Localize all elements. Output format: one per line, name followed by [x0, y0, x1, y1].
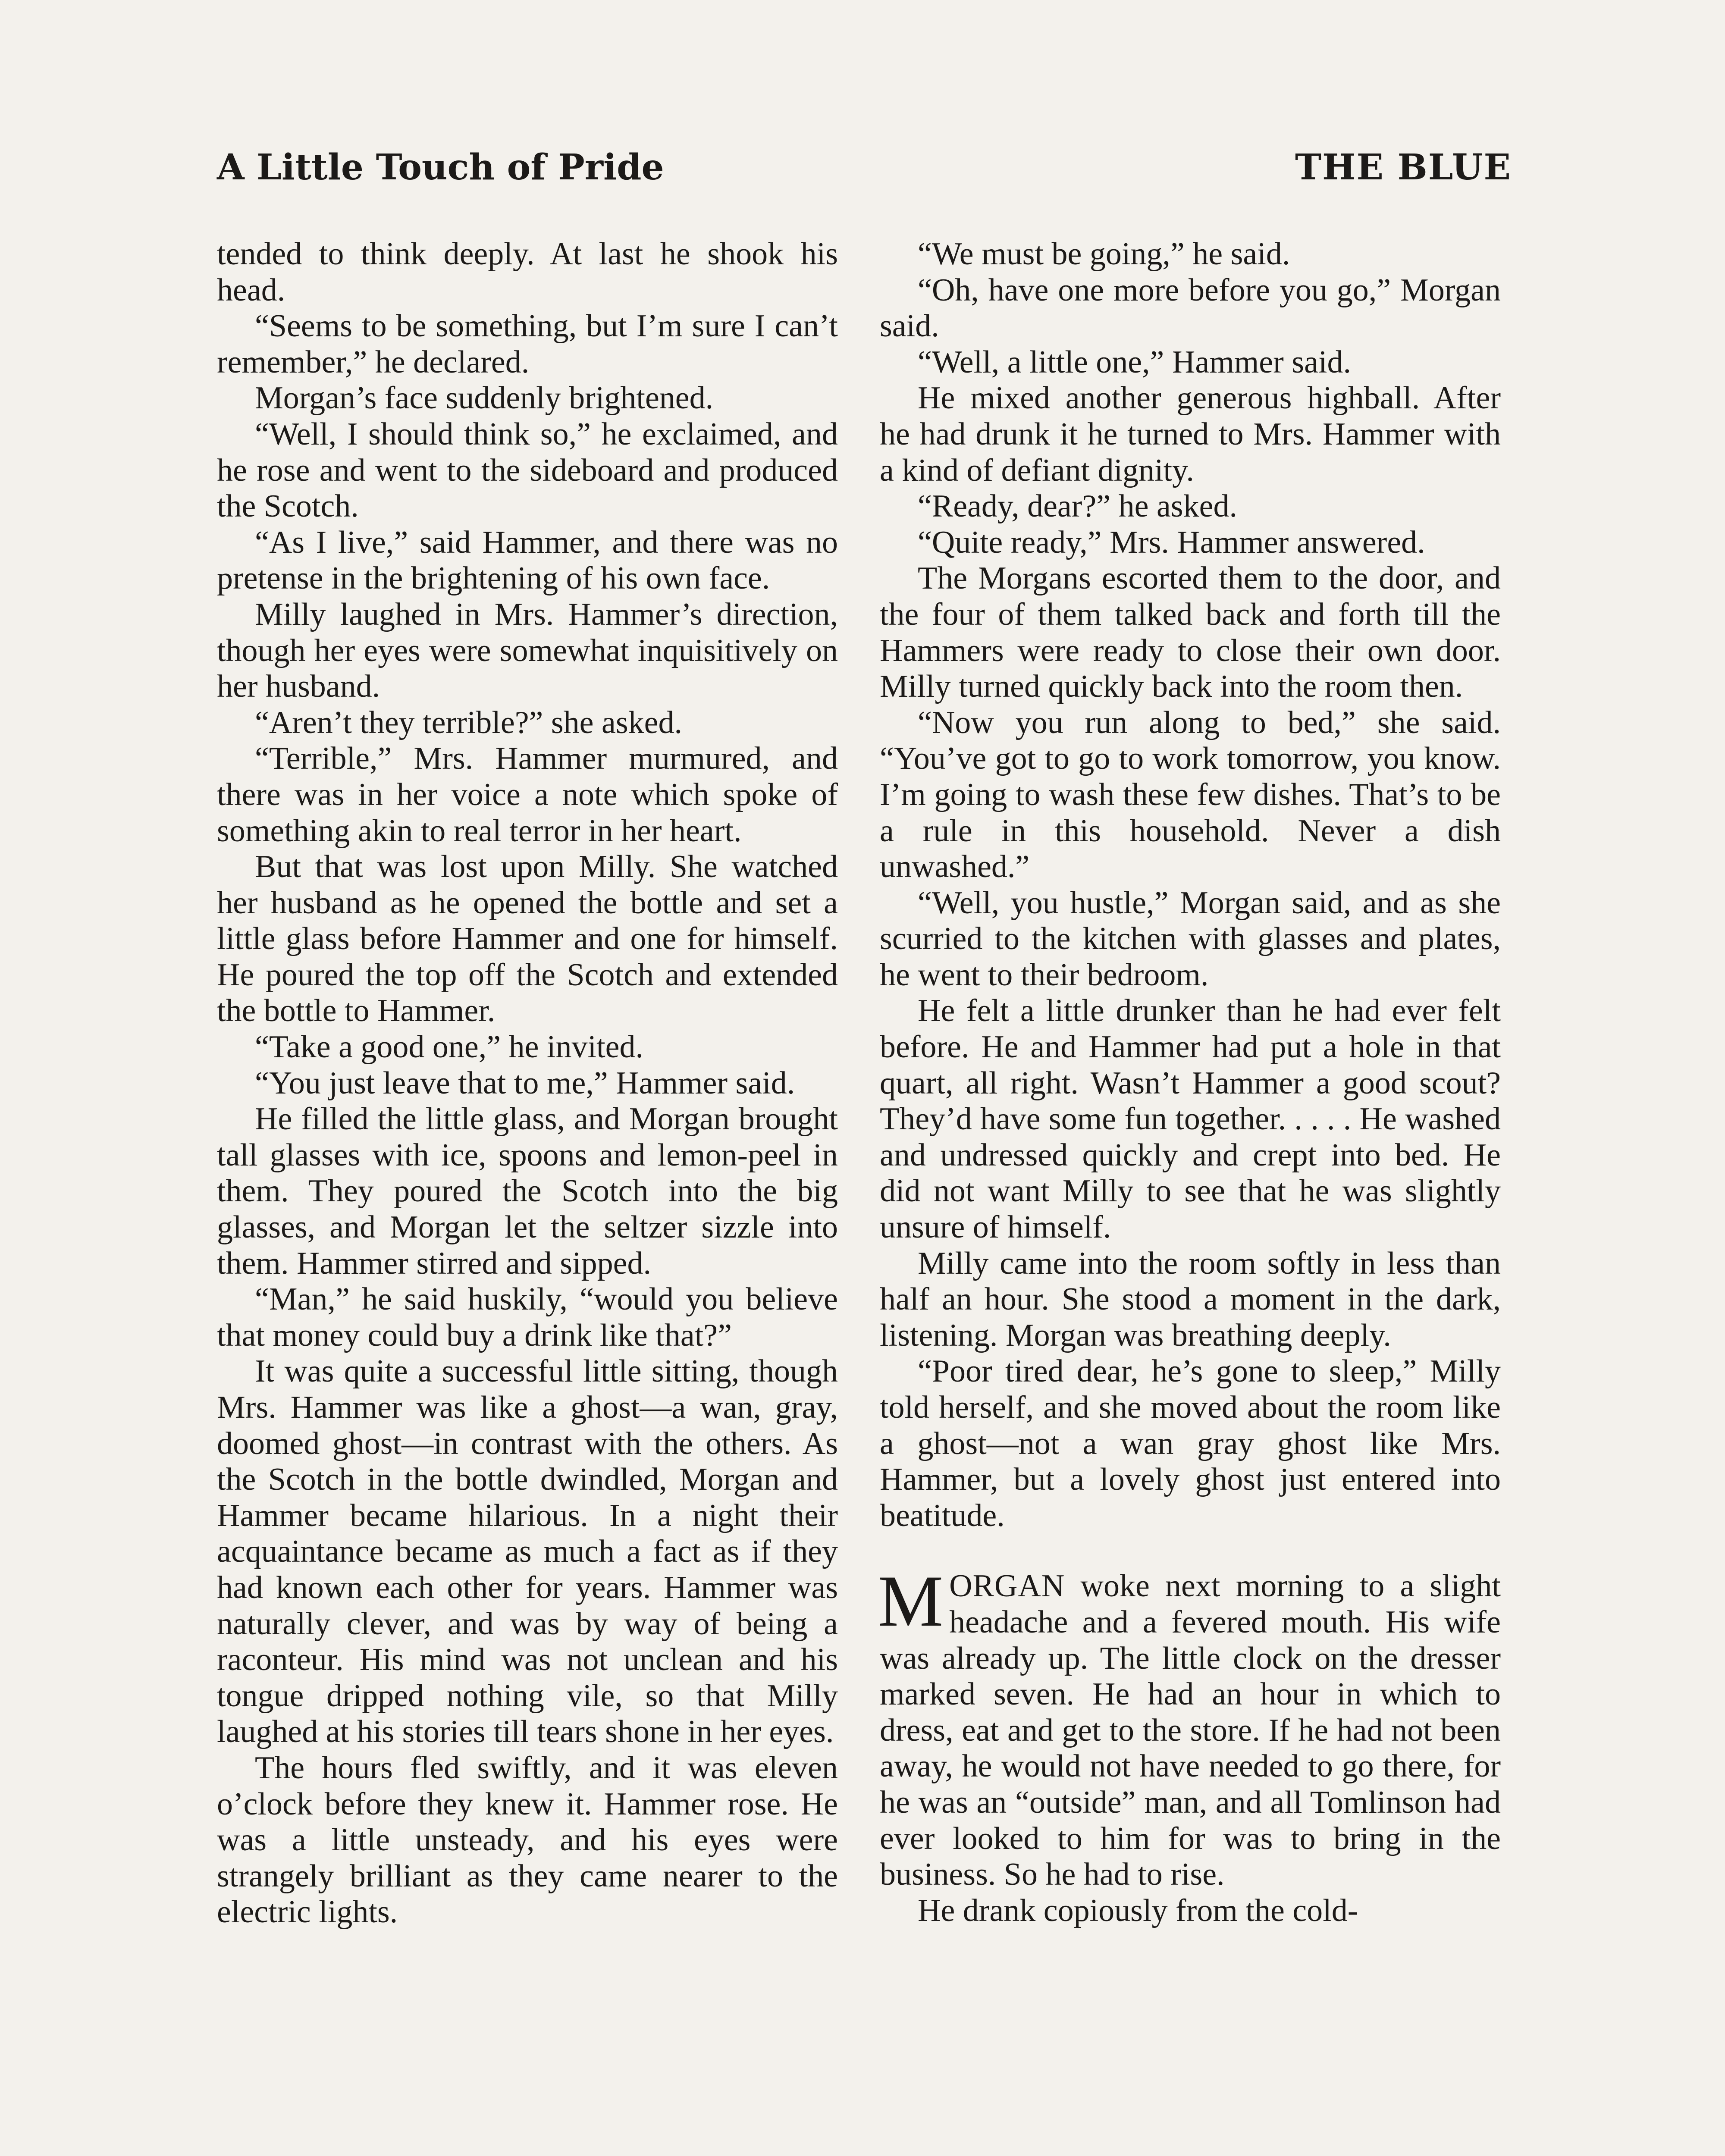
paragraph: Milly came into the room softly in less than half an hour. She stood a moment in the dark, listening. Morgan was breathing deeply. — [880, 1245, 1501, 1353]
paragraph: “Aren’t they terrible?” she asked. — [255, 705, 683, 740]
paragraph: tended to think deeply. At last he shook his head. — [217, 236, 838, 308]
paragraph: “Poor tired dear, he’s gone to sleep,” Milly told herself, and she moved about the room like a ghost—not a wan gray ghost like Mrs. Hammer, but a lovely ghost just entered into beatitude. — [880, 1354, 1501, 1533]
paragraph: But that was lost upon Milly. She watched her husband as he opened the bottle and set a little glass before Hammer and one for himself. He poured the top off the Scotch and extended the bottle to Hammer. — [217, 849, 838, 1029]
section-opening-paragraph — [878, 1561, 1501, 1893]
paragraph-text: woke next morning to a slight headache and a fevered mouth. His wife was already up. The little clock on the dresser marked seven. He had an hour in which to dress, eat and get to the store. If he had not been away, he would not have needed to go there, for he was an “outside” man, and all Tomlinson had ever looked to him for was to bring in the business. So he had to rise. — [880, 1568, 1501, 1893]
paragraph: He mixed another generous highball. After he had drunk it he turned to Mrs. Hammer with a kind of defiant dignity. — [880, 380, 1501, 488]
paragraph: “Quite ready,” Mrs. Hammer answered. — [918, 524, 1425, 560]
paragraph: He drank copiously from the cold- — [918, 1893, 1358, 1928]
paragraph: “Well, you hustle,” Morgan said, and as she scurried to the kitchen with glasses and plates, he went to their bedroom. — [880, 885, 1501, 993]
paragraph: The hours fled swiftly, and it was eleven o’clock before they knew it. Hammer rose. He was a little unsteady, and his eyes were strangely brilliant as they came nearer to the electric lights. — [217, 1750, 838, 1930]
paragraph: “Man,” he said huskily, “would you believe that money could buy a drink like that?” — [217, 1282, 838, 1353]
paragraph: He filled the little glass, and Morgan brought tall glasses with ice, spoons and lemon-peel in them. They poured the Scotch into the big glasses, and Morgan let the seltzer sizzle into them. Hammer stirred and sipped. — [217, 1101, 838, 1281]
right-column — [880, 236, 1501, 1929]
magazine-name: THE BLUE — [1295, 147, 1512, 188]
left-column — [217, 236, 838, 1930]
paragraph: Morgan’s face suddenly brightened. — [255, 380, 714, 416]
paragraph: “As I live,” said Hammer, and there was no pretense in the brightening of his own face. — [217, 524, 838, 596]
paragraph: He felt a little drunker than he had ever felt before. He and Hammer had put a hole in that quart, all right. Wasn’t Hammer a good scout? They’d have some fun together. . . . . He washed and undressed quickly and crept into bed. He did not want Milly to see that he was slightly unsure of himself. — [880, 993, 1501, 1245]
paragraph: “Seems to be something, but I’m sure I can’t remember,” he declared. — [217, 308, 838, 380]
drop-cap: M — [878, 1561, 944, 1642]
small-caps-lead: ORGAN — [949, 1568, 1065, 1604]
paragraph: The Morgans escorted them to the door, and the four of them talked back and forth till the Hammers were ready to close their own door. Milly turned quickly back into the room then. — [880, 561, 1501, 705]
paragraph: “Well, a little one,” Hammer said. — [918, 344, 1351, 380]
paragraph: “You just leave that to me,” Hammer said. — [255, 1065, 795, 1101]
story-title: A Little Touch of Pride — [217, 147, 664, 188]
paragraph: “Oh, have one more before you go,” Morgan said. — [880, 272, 1501, 344]
paragraph: It was quite a successful little sitting, though Mrs. Hammer was like a ghost—a wan, gray, doomed ghost—in contrast with the others. As the Scotch in the bottle dwindled, Morgan and Hammer became hilarious. In a night their acquaintance became as much a fact as if they had known each other for years. Hammer was naturally clever, and was by way of being a raconteur. His mind was not unclean and his tongue dripped nothing vile, so that Milly laughed at his stories till tears shone in her eyes. — [217, 1354, 838, 1750]
paragraph: “Now you run along to bed,” she said. “You’ve got to go to work tomorrow, you know. I’m going to wash these few dishes. That’s to be a rule in this household. Never a dish unwashed.” — [880, 705, 1501, 885]
paragraph: “Well, I should think so,” he exclaimed, and he rose and went to the sideboard and produced the Scotch. — [217, 416, 838, 524]
paragraph: “We must be going,” he said. — [918, 236, 1290, 272]
paragraph: “Take a good one,” he invited. — [255, 1029, 643, 1065]
paragraph: Milly laughed in Mrs. Hammer’s direction, though her eyes were somewhat inquisitively on her husband. — [217, 596, 838, 705]
paragraph: “Ready, dear?” he asked. — [918, 489, 1237, 524]
paragraph: “Terrible,” Mrs. Hammer murmured, and there was in her voice a note which spoke of something akin to real terror in her heart. — [217, 741, 838, 849]
